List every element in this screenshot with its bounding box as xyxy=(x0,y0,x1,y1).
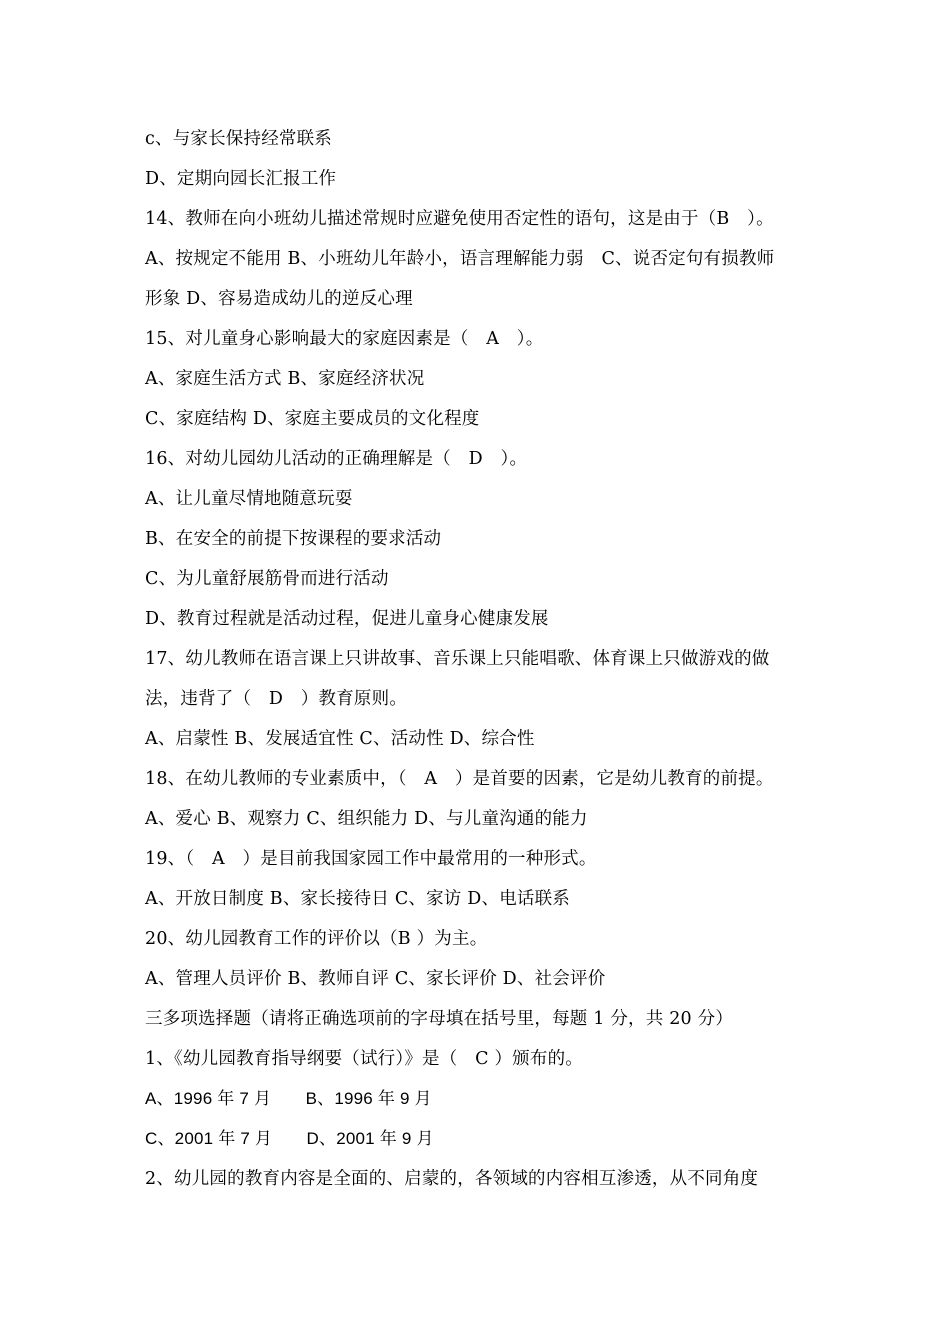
section-heading: 三多项选择题（请将正确选项前的字母填在括号里，每题 1 分，共 20 分） xyxy=(145,1009,734,1029)
mc-question-1-options: A、1996 年 7 月 B、1996 年 9 月 xyxy=(145,1089,432,1108)
question-14-options-cont: 形象 D、容易造成幼儿的逆反心理 xyxy=(145,289,413,309)
question-17-options: A、启蒙性 B、发展适宜性 C、活动性 D、综合性 xyxy=(145,729,535,749)
question-15: 15、对儿童身心影响最大的家庭因素是（ A ）。 xyxy=(145,329,544,349)
question-16-option-d: D、教育过程就是活动过程，促进儿童身心健康发展 xyxy=(145,609,549,629)
question-15-options: A、家庭生活方式 B、家庭经济状况 xyxy=(145,369,425,389)
mc-question-2: 2、幼儿园的教育内容是全面的、启蒙的，各领域的内容相互渗透，从不同角度 xyxy=(145,1169,759,1189)
question-16: 16、对幼儿园幼儿活动的正确理解是（ D ）。 xyxy=(145,449,528,469)
mc-question-1-options-cont: C、2001 年 7 月 D、2001 年 9 月 xyxy=(145,1129,434,1148)
question-16-option-b: B、在安全的前提下按课程的要求活动 xyxy=(145,529,442,549)
mc-question-1: 1、《幼儿园教育指导纲要（试行）》是（ C ）颁布的。 xyxy=(145,1049,583,1069)
question-14: 14、教师在向小班幼儿描述常规时应避免使用否定性的语句，这是由于（B ）。 xyxy=(145,209,774,229)
question-14-options: A、按规定不能用 B、小班幼儿年龄小，语言理解能力弱 C、说否定句有损教师 xyxy=(145,249,775,269)
question-17: 17、幼儿教师在语言课上只讲故事、音乐课上只能唱歌、体育课上只做游戏的做 xyxy=(145,649,770,669)
question-19: 19、（ A ）是目前我国家园工作中最常用的一种形式。 xyxy=(145,849,597,869)
question-16-option-a: A、让儿童尽情地随意玩耍 xyxy=(145,489,353,509)
question-20: 20、幼儿园教育工作的评价以（B ）为主。 xyxy=(145,929,488,949)
question-17-cont: 法，违背了（ D ）教育原则。 xyxy=(145,689,408,709)
document-body xyxy=(145,125,815,1205)
question-18-options: A、爱心 B、观察力 C、组织能力 D、与儿童沟通的能力 xyxy=(145,809,588,829)
question-20-options: A、管理人员评价 B、教师自评 C、家长评价 D、社会评价 xyxy=(145,969,606,989)
text-line: D、定期向园长汇报工作 xyxy=(145,169,337,189)
question-15-options-cont: C、家庭结构 D、家庭主要成员的文化程度 xyxy=(145,409,480,429)
question-18: 18、在幼儿教师的专业素质中，（ A ）是首要的因素，它是幼儿教育的前提。 xyxy=(145,769,774,789)
text-line: c、与家长保持经常联系 xyxy=(145,129,333,149)
question-16-option-c: C、为儿童舒展筋骨而进行活动 xyxy=(145,569,389,589)
question-19-options: A、开放日制度 B、家长接待日 C、家访 D、电话联系 xyxy=(145,889,571,909)
